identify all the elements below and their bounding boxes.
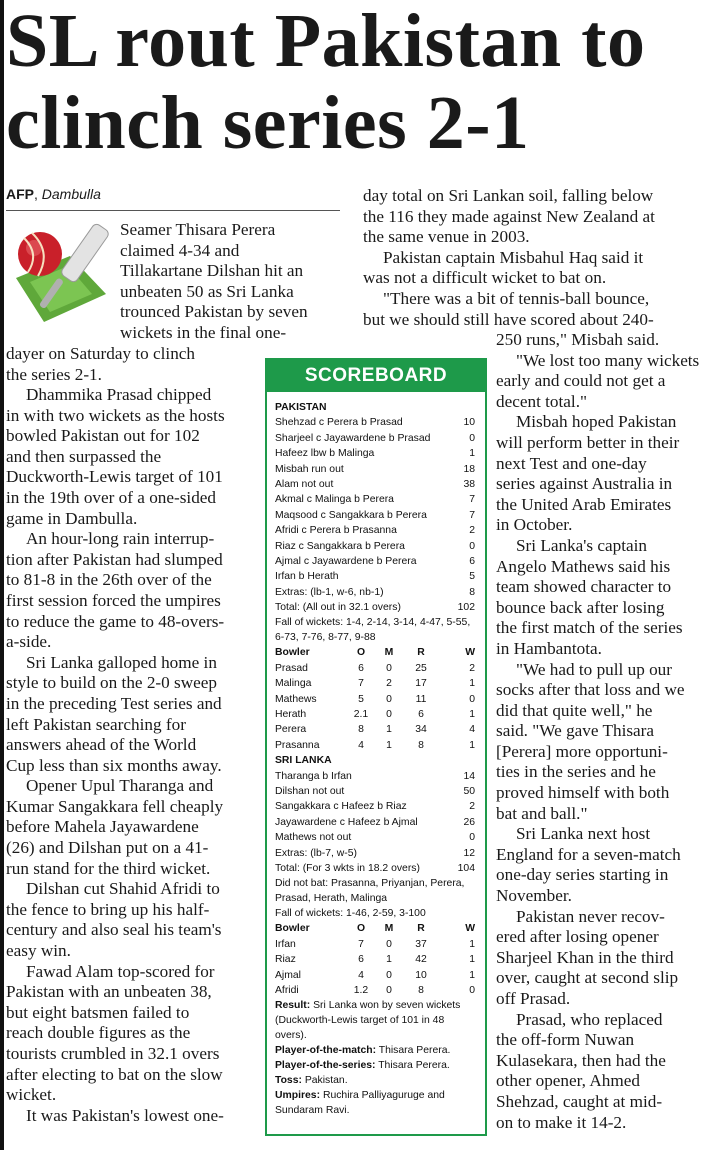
batsman-runs: 14 — [463, 770, 475, 782]
cricket-ball-bat-icon — [6, 216, 114, 324]
batsman-runs: 102 — [457, 602, 475, 614]
fall-of-wickets: Fall of wickets: 1-4, 2-14, 3-14, 4-47, 5-55, 6-73, 7-76, 8-77, 9-88 — [275, 617, 471, 644]
bowling-figure: 4 — [358, 969, 364, 981]
bowling-figure: 8 — [418, 984, 424, 996]
text-line: will perform better in their — [496, 432, 680, 452]
text-line: 250 runs," Misbah said. — [496, 330, 660, 349]
text-line: the off-form Nuwan — [496, 1030, 635, 1050]
text-line: [Perera] more opportuni- — [496, 741, 668, 761]
bowling-figure: 25 — [415, 662, 427, 674]
match-result — [275, 998, 475, 1043]
scoreboard-title: SCOREBOARD — [267, 360, 485, 392]
batsman-runs: 26 — [463, 816, 475, 828]
text-line: over, caught at second slip — [496, 968, 679, 988]
bowling-figure: 0 — [386, 984, 392, 996]
bowler-name: Irfan — [275, 938, 296, 950]
bowler-name: Prasanna — [275, 739, 320, 751]
batsman-name: Maqsood c Sangakkara b Perera — [275, 509, 427, 521]
text-line: Sri Lanka next host — [516, 824, 651, 844]
text-line: ered after losing opener — [496, 927, 659, 947]
byline-agency: AFP — [6, 186, 34, 202]
headline-line: clinch series 2-1 — [6, 81, 530, 165]
batsman-runs: 10 — [463, 417, 475, 429]
batting-row — [275, 861, 475, 876]
batsman-name: Riaz c Sangakkara b Perera — [275, 540, 405, 552]
bowling-figure: 0 — [386, 938, 392, 950]
bowling-figure: 0 — [386, 969, 392, 981]
bowling-row — [275, 707, 475, 722]
batsman-name: Total: (For 3 wkts in 18.2 overs) — [275, 862, 420, 874]
bowling-row — [275, 968, 475, 983]
batting-row — [275, 554, 475, 569]
text-line: dayer on Saturday to clinch — [6, 344, 196, 363]
player-of-series — [275, 1058, 475, 1073]
text-line: decent total." — [496, 391, 588, 411]
batsman-runs: 0 — [469, 432, 475, 444]
text-line: Prasad, who replaced — [516, 1009, 663, 1029]
bowling-figure: 1 — [386, 954, 392, 966]
text-line: Opener Upul Tharanga and — [26, 776, 214, 796]
text-line: An hour-long rain interrup- — [26, 529, 215, 549]
bowling-figure: 1 — [469, 969, 475, 981]
batsman-runs: 0 — [469, 540, 475, 552]
batting-row — [275, 784, 475, 799]
batsman-name: Hafeez lbw b Malinga — [275, 448, 375, 460]
text-line: but eight batsmen failed to — [6, 1002, 190, 1022]
bowler-name: Prasad — [275, 662, 308, 674]
text-line: trounced Pakistan by seven — [120, 302, 308, 322]
batsman-runs: 6 — [469, 555, 475, 567]
text-line: said. "We gave Thisara — [496, 721, 655, 741]
text-line: Sri Lanka galloped home in — [26, 652, 217, 672]
player-of-match-label: Player-of-the-match: — [275, 1045, 377, 1057]
batsman-name: Akmal c Malinga b Perera — [275, 494, 394, 506]
batting-row — [275, 508, 475, 523]
bowling-row — [275, 722, 475, 737]
bowling-row — [275, 983, 475, 998]
text-line: the fence to bring up his half- — [6, 899, 210, 919]
bowling-row — [275, 738, 475, 753]
bowling-figure: 0 — [469, 984, 475, 996]
article-text-col2 — [363, 186, 699, 330]
bowler-name: Riaz — [275, 954, 296, 966]
text-line: November. — [496, 886, 572, 906]
text-line: answers ahead of the World — [6, 735, 197, 755]
team-heading: SRI LANKA — [275, 755, 332, 767]
bowling-row — [275, 952, 475, 967]
batsman-name: Alam not out — [275, 478, 334, 490]
byline-rule — [6, 210, 340, 211]
bowling-figure: 1 — [469, 739, 475, 751]
text-line: Cup less than six months away. — [6, 755, 222, 775]
text-line: team showed character to — [496, 577, 672, 597]
batsman-name: Jayawardene c Hafeez b Ajmal — [275, 816, 418, 828]
text-line: and then surpassed the — [6, 446, 162, 466]
bowling-figure: 37 — [415, 938, 427, 950]
text-line: was not a difficult wicket to bat on. — [363, 268, 607, 288]
player-of-match-value: Thisara Perera. — [378, 1045, 451, 1057]
batsman-runs: 5 — [469, 571, 475, 583]
toss-label: Toss: — [275, 1075, 302, 1087]
text-line: the first match of the series — [496, 618, 683, 638]
text-line: early and could not get a — [496, 371, 666, 391]
text-line: Pakistan captain Misbahul Haq said it — [383, 247, 644, 267]
text-line: in the preceding Test series and — [6, 693, 222, 713]
bowling-figure: 6 — [358, 954, 364, 966]
text-line: Sri Lanka's captain — [516, 535, 648, 555]
text-line: the same venue in 2003. — [363, 227, 530, 247]
bowling-figure: R — [417, 647, 425, 659]
batsman-name: Sangakkara c Hafeez b Riaz — [275, 801, 407, 813]
bowling-figure: 17 — [415, 678, 427, 690]
batting-row — [275, 477, 475, 492]
text-line: Seamer Thisara Perera — [120, 220, 276, 239]
bowling-figure: O — [356, 923, 366, 935]
text-line: "There was a bit of tennis-ball bounce, — [383, 288, 650, 308]
batsman-name: Sharjeel c Jayawardene b Prasad — [275, 432, 431, 444]
text-line: wicket. — [6, 1085, 57, 1105]
batsman-name: Shehzad c Perera b Prasad — [275, 417, 403, 429]
bowler-name: Bowler — [275, 647, 310, 659]
player-of-series-label: Player-of-the-series: — [275, 1060, 376, 1072]
bowling-figure: 1 — [469, 709, 475, 721]
bowling-row — [275, 645, 475, 660]
batting-row — [275, 815, 475, 830]
bowling-figure: W — [465, 647, 475, 659]
batsman-name: Mathews not out — [275, 832, 352, 844]
text-line: other opener, Ahmed — [496, 1071, 640, 1091]
scoreboard-content — [275, 400, 475, 1118]
bowling-figure: 8 — [358, 724, 364, 736]
text-line: to 81-8 in the 26th over of the — [6, 570, 212, 590]
text-line: left Pakistan searching for — [6, 714, 186, 734]
text-line: "We lost too many wickets — [516, 350, 700, 370]
text-line: the series 2-1. — [6, 364, 102, 384]
batting-row — [275, 799, 475, 814]
bowling-figure: 4 — [358, 739, 364, 751]
text-line: in with two wickets as the hosts — [6, 405, 225, 425]
bowling-row — [275, 661, 475, 676]
text-line: England for a seven-match — [496, 844, 681, 864]
batsman-runs: 2 — [469, 525, 475, 537]
bowling-figure: 34 — [415, 724, 427, 736]
text-line: in the 19th over of a one-sided — [6, 487, 217, 507]
bowling-figure: R — [417, 923, 425, 935]
bowling-figure: 2 — [469, 662, 475, 674]
text-line: series against Australia in — [496, 474, 673, 494]
bowling-figure: 0 — [386, 693, 392, 705]
batsman-name: Total: (All out in 32.1 overs) — [275, 602, 401, 614]
bowling-figure: 42 — [415, 954, 427, 966]
batting-row — [275, 446, 475, 461]
text-line: Misbah hoped Pakistan — [516, 412, 677, 432]
bowling-row — [275, 692, 475, 707]
text-line: the United Arab Emirates — [496, 494, 672, 514]
batsman-runs: 104 — [457, 862, 475, 874]
bowling-figure: 6 — [358, 662, 364, 674]
text-line: Sharjeel Khan in the third — [496, 947, 674, 967]
text-line: Dhammika Prasad chipped — [26, 385, 212, 404]
text-line: run stand for the third wicket. — [6, 858, 211, 878]
text-line: Fawad Alam top-scored for — [26, 961, 215, 981]
bowling-figure: 1 — [386, 724, 392, 736]
text-line: socks after that loss and we — [496, 680, 685, 700]
umpires — [275, 1088, 475, 1118]
batting-row — [275, 492, 475, 507]
bowler-name: Perera — [275, 724, 307, 736]
text-line: Duckworth-Lewis target of 101 — [6, 467, 223, 487]
team-heading: PAKISTAN — [275, 402, 327, 413]
headline — [6, 0, 706, 164]
bowling-figure: 1.2 — [353, 984, 369, 996]
bowler-name: Ajmal — [275, 969, 301, 981]
batting-row — [275, 600, 475, 615]
batsman-runs: 2 — [469, 801, 475, 813]
batsman-name: Misbah run out — [275, 463, 344, 475]
bowling-figure: M — [384, 647, 394, 659]
byline-place: Dambulla — [41, 186, 101, 202]
batting-row — [275, 830, 475, 845]
batting-row — [275, 585, 475, 600]
bowling-figure: 6 — [418, 709, 424, 721]
bowling-figure: 2 — [386, 678, 392, 690]
text-line: did that quite well," he — [496, 700, 653, 720]
text-line: It was Pakistan's lowest one- — [26, 1105, 224, 1125]
batsman-name: Afridi c Perera b Prasanna — [275, 525, 397, 537]
text-line: reach double figures as the — [6, 1023, 191, 1043]
bowling-figure: O — [356, 647, 366, 659]
bowling-figure: 1 — [469, 938, 475, 950]
batsman-runs: 7 — [469, 494, 475, 506]
batting-row — [275, 462, 475, 477]
text-line: tourists crumbled in 32.1 overs — [6, 1044, 220, 1063]
batsman-runs: 38 — [463, 478, 475, 490]
bowling-figure: 4 — [469, 724, 475, 736]
byline: AFP, Dambulla — [6, 186, 101, 202]
text-line: Pakistan never recov- — [516, 906, 665, 926]
text-line: but we should still have scored about 240- — [363, 309, 654, 329]
batsman-name: Extras: (lb-1, w-6, nb-1) — [275, 586, 384, 598]
text-line: Tillakartane Dilshan hit an — [120, 261, 304, 281]
text-line: style to build on the 2-0 sweep — [6, 673, 217, 693]
bowler-name: Mathews — [275, 693, 317, 705]
bowling-figure: 1 — [469, 678, 475, 690]
text-line: claimed 4-34 and — [120, 240, 240, 260]
bowling-row — [275, 676, 475, 691]
bowling-figure: 1 — [469, 954, 475, 966]
text-line: bat and ball." — [496, 803, 588, 823]
text-line: off Prasad. — [496, 989, 571, 1008]
bowling-figure: W — [465, 923, 475, 935]
text-line: bowled Pakistan out for 102 — [6, 426, 200, 446]
text-line: ties in the series and he — [496, 762, 656, 782]
did-not-bat: Did not bat: Prasanna, Priyanjan, Perera, Prasad, Herath, Malinga — [275, 878, 465, 905]
article-text — [6, 385, 249, 1126]
batting-row — [275, 539, 475, 554]
bowler-name: Afridi — [275, 984, 299, 996]
bowler-name: Bowler — [275, 923, 310, 935]
player-of-match — [275, 1043, 475, 1058]
bowling-figure: M — [384, 923, 394, 935]
batsman-name: Tharanga b Irfan — [275, 770, 352, 782]
text-line: easy win. — [6, 941, 71, 961]
batting-row — [275, 523, 475, 538]
bowling-figure: 11 — [415, 693, 427, 705]
bowling-figure: 2.1 — [353, 709, 369, 721]
player-of-series-value: Thisara Perera. — [378, 1060, 450, 1072]
bowling-figure: 7 — [358, 678, 364, 690]
bowling-figure: 0 — [386, 662, 392, 674]
bowling-row — [275, 937, 475, 952]
fall-of-wickets: Fall of wickets: 1-46, 2-59, 3-100 — [275, 908, 426, 920]
text-line: to reduce the game to 48-overs- — [6, 611, 225, 631]
text-line: game in Dambulla. — [6, 508, 138, 528]
batsman-runs: 50 — [463, 786, 475, 798]
article-text-col2-side — [496, 330, 699, 1133]
text-line: Kumar Sangakkara fell cheaply — [6, 796, 224, 816]
batsman-runs: 18 — [463, 463, 475, 475]
batsman-name: Dilshan not out — [275, 786, 345, 798]
text-line: the 116 they made against New Zealand at — [363, 206, 655, 226]
text-line: before Mahela Jayawardene — [6, 817, 199, 837]
bowling-figure: 0 — [386, 709, 392, 721]
text-line: after electing to bat on the slow — [6, 1064, 223, 1084]
text-line: a-side. — [6, 632, 52, 652]
bowling-figure: 10 — [415, 969, 427, 981]
text-line: Shehzad, caught at mid- — [496, 1091, 663, 1111]
text-line: proved himself with both — [496, 783, 670, 803]
text-line: century and also seal his team's — [6, 920, 222, 940]
text-line: unbeaten 50 as Sri Lanka — [120, 281, 294, 301]
text-line: one-day series starting in — [496, 865, 669, 885]
text-line: (26) and Dilshan put on a 41- — [6, 838, 209, 858]
match-result-label: Result: — [275, 1000, 311, 1012]
batsman-runs: 1 — [469, 448, 475, 460]
text-line: in Hambantota. — [496, 638, 602, 658]
bowler-name: Malinga — [275, 678, 312, 690]
text-line: Angelo Mathews said his — [496, 556, 671, 576]
text-line: tion after Pakistan had slumped — [6, 549, 223, 569]
text-line: next Test and one-day — [496, 453, 647, 473]
text-line: Pakistan with an unbeaten 38, — [6, 982, 212, 1002]
headline-line: SL rout Pakistan to — [6, 0, 646, 83]
batsman-runs: 8 — [469, 586, 475, 598]
bowling-figure: 8 — [418, 739, 424, 751]
intro-text — [120, 220, 342, 344]
text-line: "We had to pull up our — [516, 659, 672, 679]
scoreboard — [265, 358, 487, 1136]
match-result-value: Sri Lanka won by seven wickets (Duckworth-Lewis target of 101 in 48 overs). — [275, 1000, 461, 1042]
batsman-name: Extras: (lb-7, w-5) — [275, 847, 357, 859]
umpires-value: Ruchira Palliyaguruge and Sundaram Ravi. — [275, 1090, 445, 1117]
bowling-row — [275, 921, 475, 936]
text-line: on to make it 14-2. — [496, 1112, 627, 1132]
batting-row — [275, 846, 475, 861]
toss — [275, 1073, 475, 1088]
text-line: Dilshan cut Shahid Afridi to — [26, 879, 220, 899]
article-text — [6, 344, 249, 385]
batting-row — [275, 415, 475, 430]
text-line: Kulasekara, then had the — [496, 1050, 666, 1070]
text-line: in October. — [496, 515, 573, 535]
batting-row — [275, 569, 475, 584]
text-line: first session forced the umpires — [6, 590, 221, 610]
text-line: wickets in the final one- — [120, 322, 287, 342]
toss-value: Pakistan. — [304, 1075, 348, 1087]
bowling-figure: 0 — [469, 693, 475, 705]
batsman-runs: 12 — [463, 847, 475, 859]
batting-row — [275, 431, 475, 446]
batsman-name: Irfan b Herath — [275, 571, 339, 583]
batsman-runs: 0 — [469, 832, 475, 844]
left-border — [0, 0, 4, 1150]
text-line: day total on Sri Lankan soil, falling below — [363, 186, 654, 205]
batsman-name: Ajmal c Jayawardene b Perera — [275, 555, 417, 567]
bowling-figure: 7 — [358, 938, 364, 950]
bowling-figure: 1 — [386, 739, 392, 751]
bowler-name: Herath — [275, 709, 307, 721]
batting-row — [275, 769, 475, 784]
bowling-figure: 5 — [358, 693, 364, 705]
text-line: bounce back after losing — [496, 597, 665, 617]
batsman-runs: 7 — [469, 509, 475, 521]
umpires-label: Umpires: — [275, 1090, 321, 1102]
